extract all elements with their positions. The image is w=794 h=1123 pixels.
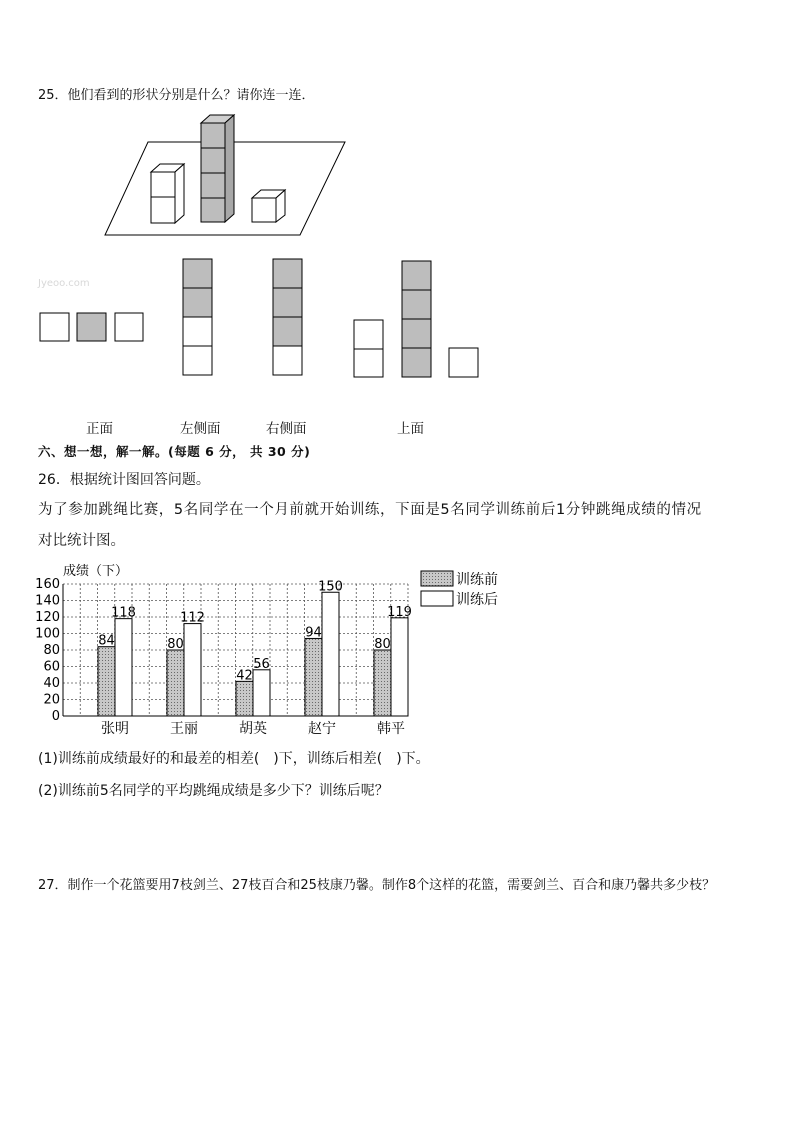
category-label: 王丽	[170, 721, 198, 737]
bar-before	[305, 638, 322, 716]
question-25-text: 25．他们看到的形状分别是什么？请你连一连．	[38, 88, 315, 103]
category-label: 胡英	[239, 721, 267, 737]
question-26-text: 26．根据统计图回答问题。	[38, 472, 210, 488]
label-right-side: 右侧面	[266, 421, 307, 437]
bar-after	[115, 619, 132, 716]
section-heading: 六、想一想，解一解。(每题 6 分， 共 30 分)	[38, 444, 311, 459]
chart-legend	[421, 571, 498, 608]
x-tick-labels	[101, 720, 405, 737]
y-tick-label: 40	[43, 676, 60, 691]
label-left-side: 左侧面	[180, 421, 221, 437]
y-tick-labels	[35, 577, 60, 724]
y-tick-label: 140	[35, 593, 60, 609]
bar-value-label: 80	[374, 637, 391, 652]
y-tick-label: 20	[43, 692, 60, 708]
question-27-text: 27．制作一个花篮要用7枝剑兰、27枝百合和25枝康乃馨。制作8个这样的花篮，需要剑兰、百合和康乃馨共多少枝？	[38, 878, 716, 893]
watermark: Jyeoo.com	[38, 278, 90, 289]
label-top: 上面	[397, 421, 424, 437]
category-label: 张明	[101, 721, 129, 737]
bar-value-label: 119	[387, 604, 412, 620]
legend-swatch-before	[421, 571, 453, 586]
legend-swatch-after	[421, 591, 453, 606]
bar-before	[167, 650, 184, 716]
bar-before	[236, 681, 253, 716]
bar-value-label: 112	[180, 610, 205, 626]
question-26-intro-line2: 对比统计图。	[38, 533, 125, 549]
question-26-part2: (2)训练前5名同学的平均跳绳成绩是多少下？训练后呢？	[38, 783, 389, 799]
bar-after	[253, 670, 270, 716]
y-tick-label: 80	[43, 643, 60, 658]
category-label: 韩平	[377, 721, 405, 737]
bar-value-label: 118	[111, 605, 136, 621]
y-tick-label: 100	[35, 626, 60, 642]
bar-before	[374, 650, 391, 716]
bar-value-label: 84	[98, 633, 115, 649]
y-tick-label: 60	[43, 659, 60, 675]
y-tick-label: 120	[35, 610, 60, 625]
bar-value-label: 80	[167, 637, 184, 652]
bar-value-label: 150	[318, 579, 343, 595]
label-front: 正面	[86, 421, 113, 437]
bar-value-label: 42	[236, 668, 253, 684]
category-label: 赵宁	[308, 721, 336, 737]
chart-bars	[98, 579, 412, 716]
bar-after	[184, 624, 201, 716]
bar-before	[98, 647, 115, 716]
y-tick-label: 160	[35, 577, 60, 592]
legend-label: 训练前	[456, 572, 498, 588]
y-axis-label: 成绩（下）	[63, 564, 129, 579]
bar-value-label: 94	[305, 625, 322, 641]
legend-label: 训练后	[456, 592, 498, 608]
bar-after	[322, 592, 339, 716]
bar-after	[391, 618, 408, 716]
question-26-part1: (1)训练前成绩最好的和最差的相差( )下，训练后相差( )下。	[38, 751, 430, 767]
question-26-intro-line1: 为了参加跳绳比赛，5名同学在一个月前就开始训练，下面是5名同学训练前后1分钟跳绳成绩的情况	[38, 502, 702, 518]
y-tick-label: 0	[51, 709, 60, 724]
bar-value-label: 56	[253, 656, 270, 672]
